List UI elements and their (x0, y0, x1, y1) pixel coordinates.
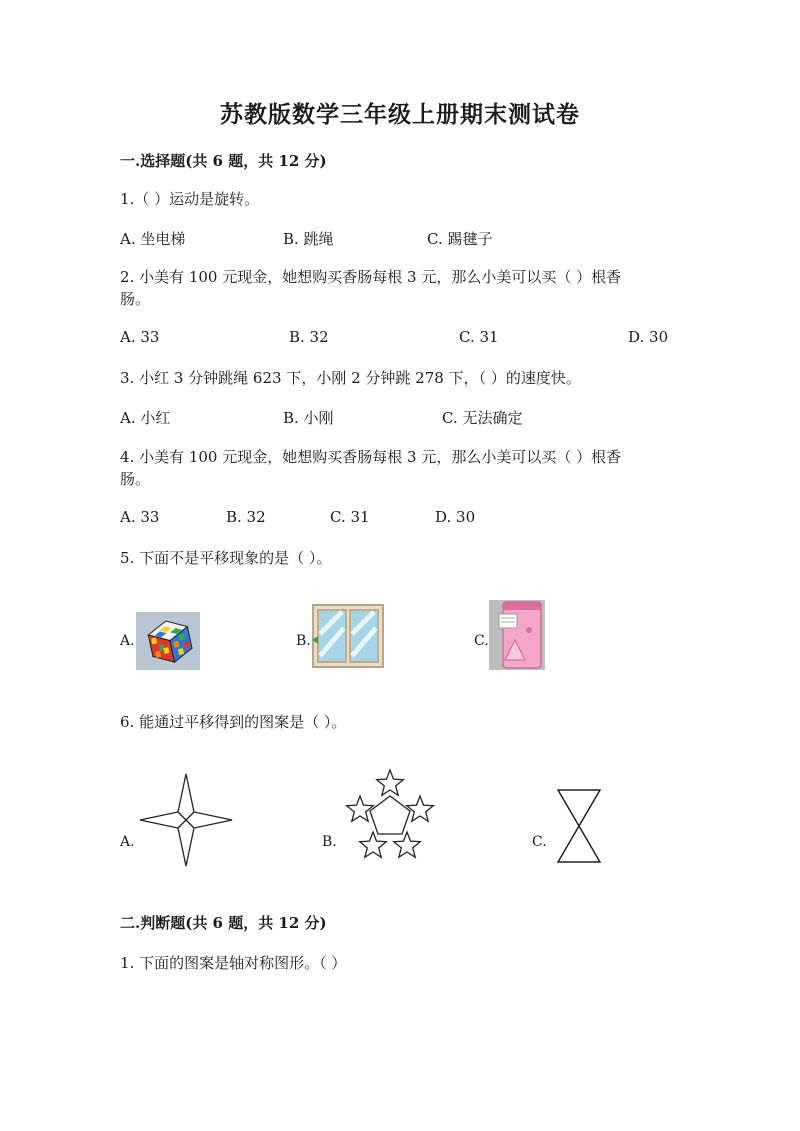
q3-option-c: C. 无法确定 (442, 409, 523, 427)
q5-label-c: C. (474, 633, 489, 649)
q6-label-b: B. (322, 834, 337, 850)
q1-option-c: C. 踢毽子 (427, 230, 493, 248)
star-shape-5 (394, 832, 421, 857)
q6-label-c: C. (532, 834, 547, 850)
q4-option-a: A. 33 (120, 508, 160, 526)
q4-option-c: C. 31 (330, 508, 370, 526)
section-heading-judgement: 二.判断题(共 6 题，共 12 分) (120, 914, 327, 932)
q2-option-d: D. 30 (628, 328, 669, 346)
question-2-line1: 2. 小美有 100 元现金，她想购买香肠每根 3 元，那么小美可以买（ ）根香 (120, 268, 622, 286)
q1-option-a: A. 坐电梯 (120, 230, 186, 248)
q3-option-b: B. 小刚 (283, 409, 334, 427)
hourglass-image (556, 788, 602, 864)
q3-option-a: A. 小红 (120, 409, 171, 427)
sliding-window-image (312, 604, 384, 668)
question-3: 3. 小红 3 分钟跳绳 623 下，小刚 2 分钟跳 278 下，（ ）的速度快。 (120, 369, 581, 387)
q4-option-b: B. 32 (226, 508, 266, 526)
q2-option-b: B. 32 (289, 328, 329, 346)
q1-option-b: B. 跳绳 (283, 230, 334, 248)
star-shape-2 (347, 796, 374, 821)
section-heading-choice: 一.选择题(共 6 题，共 12 分) (120, 152, 327, 170)
question-4-line2: 肠。 (120, 470, 151, 488)
q4-option-d: D. 30 (435, 508, 476, 526)
q2-option-c: C. 31 (459, 328, 499, 346)
star-shape-4 (360, 832, 387, 857)
q5-label-a: A. (120, 633, 135, 649)
q5-label-b: B. (296, 633, 311, 649)
four-point-star-image (138, 772, 234, 868)
star-shape-1 (377, 770, 404, 795)
question-5: 5. 下面不是平移现象的是（ ）。 (120, 549, 332, 567)
page-title: 苏教版数学三年级上册期末测试卷 (220, 101, 580, 128)
q6-label-a: A. (120, 834, 135, 850)
pink-machine-image (489, 600, 545, 670)
q2-option-a: A. 33 (120, 328, 160, 346)
rubiks-cube-image (136, 612, 200, 670)
five-stars-pentagon-image (340, 768, 440, 864)
question-2-line2: 肠。 (120, 290, 151, 308)
question-6: 6. 能通过平移得到的图案是（ ）。 (120, 713, 347, 731)
question-1: 1.（ ）运动是旋转。 (120, 190, 260, 208)
star-shape-3 (407, 796, 434, 821)
judgement-question-1: 1. 下面的图案是轴对称图形。（ ） (120, 954, 347, 972)
question-4-line1: 4. 小美有 100 元现金，她想购买香肠每根 3 元，那么小美可以买（ ）根香 (120, 448, 622, 466)
